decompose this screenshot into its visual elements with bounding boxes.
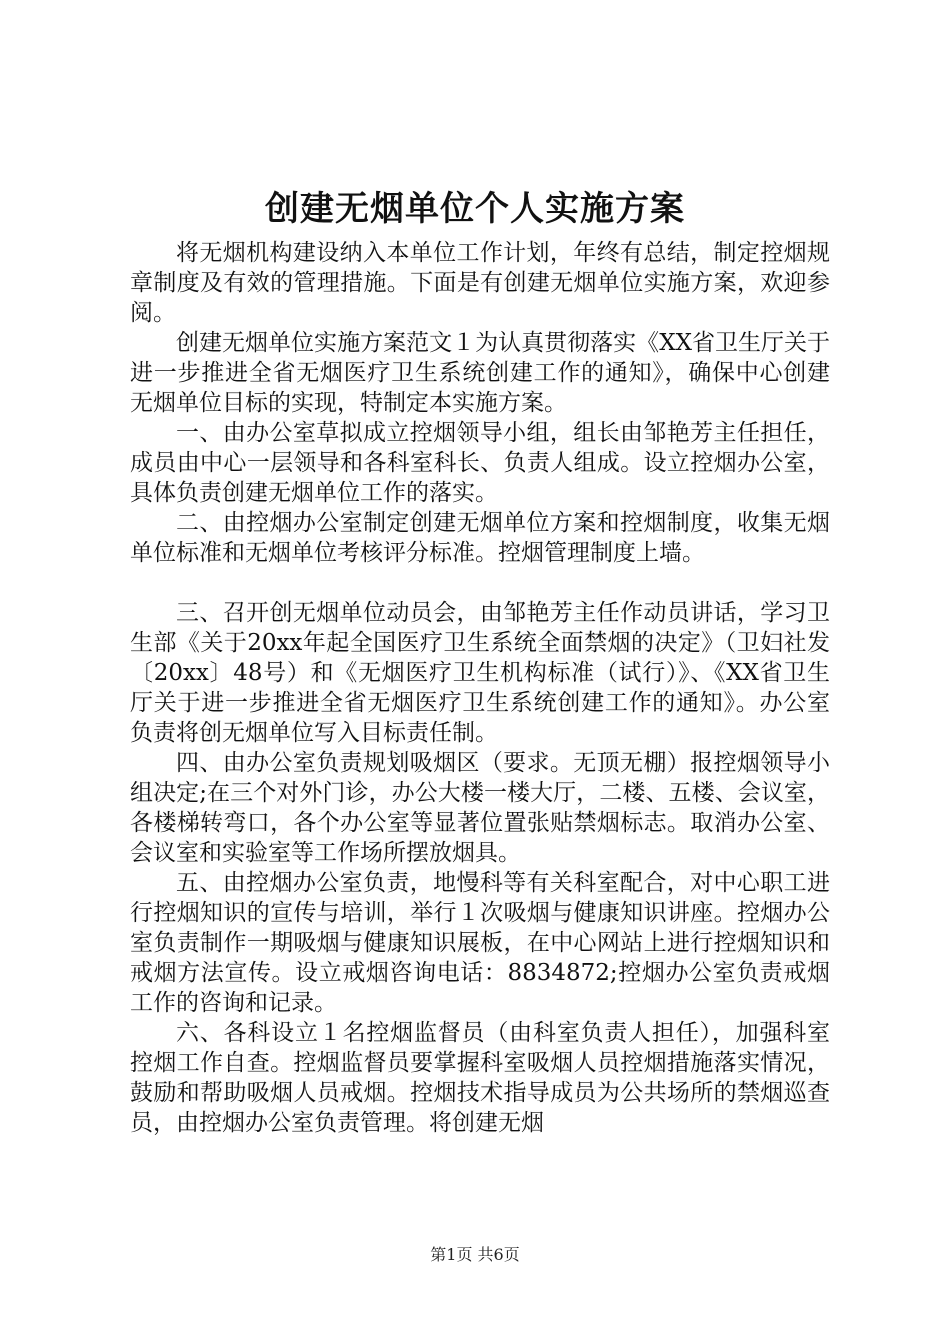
paragraph-item-5: 五、由控烟办公室负责，地慢科等有关科室配合，对中心职工进行控烟知识的宣传与培训，举行１次吸烟与健康知识讲座。控烟办公室负责制作一期吸烟与健康知识展板，在中心网站上进行控烟知识和戒烟方法宣传。设立戒烟咨询电话：8834872;控烟办公室负责戒烟工作的咨询和记录。 <box>130 870 830 1016</box>
paragraph-intro: 将无烟机构建设纳入本单位工作计划，年终有总结，制定控烟规章制度及有效的管理措施。下面是有创建无烟单位实施方案，欢迎参阅。 <box>130 240 830 326</box>
page-number-footer: 第1页 共6页 <box>430 1245 520 1264</box>
paragraph-item-3: 三、召开创无烟单位动员会，由邹艳芳主任作动员讲话，学习卫生部《关于20xx年起全国医疗卫生系统全面禁烟的决定》（卫妇社发〔20xx〕48号）和《无烟医疗卫生机构标准（试行）》、《XX省卫生厅关于进一步推进全省无烟医疗卫生系统创建工作的通知》。办公室负责将创无烟单位写入目标责任制。 <box>130 600 830 746</box>
document-body <box>130 238 830 1138</box>
paragraph-item-2: 二、由控烟办公室制定创建无烟单位方案和控烟制度，收集无烟单位标准和无烟单位考核评分标准。控烟管理制度上墙。 <box>130 510 830 566</box>
paragraph-item-4: 四、由办公室负责规划吸烟区（要求。无顶无棚）报控烟领导小组决定;在三个对外门诊，办公大楼一楼大厅，二楼、五楼、会议室，各楼梯转弯口，各个办公室等显著位置张贴禁烟标志。取消办公室、会议室和实验室等工作场所摆放烟具。 <box>130 750 830 866</box>
document-title: 创建无烟单位个人实施方案 <box>265 189 685 229</box>
paragraph-item-1: 一、由办公室草拟成立控烟领导小组，组长由邹艳芳主任担任，成员由中心一层领导和各科室科长、负责人组成。设立控烟办公室，具体负责创建无烟单位工作的落实。 <box>130 420 830 506</box>
paragraph-sample-1: 创建无烟单位实施方案范文１为认真贯彻落实《XX省卫生厅关于进一步推进全省无烟医疗卫生系统创建工作的通知》，确保中心创建无烟单位目标的实现，特制定本实施方案。 <box>130 330 830 416</box>
paragraph-item-6: 六、各科设立１名控烟监督员（由科室负责人担任），加强科室控烟工作自查。控烟监督员要掌握科室吸烟人员控烟措施落实情况，鼓励和帮助吸烟人员戒烟。控烟技术指导成员为公共场所的禁烟巡查员，由控烟办公室负责管理。将创建无烟 <box>130 1020 830 1136</box>
